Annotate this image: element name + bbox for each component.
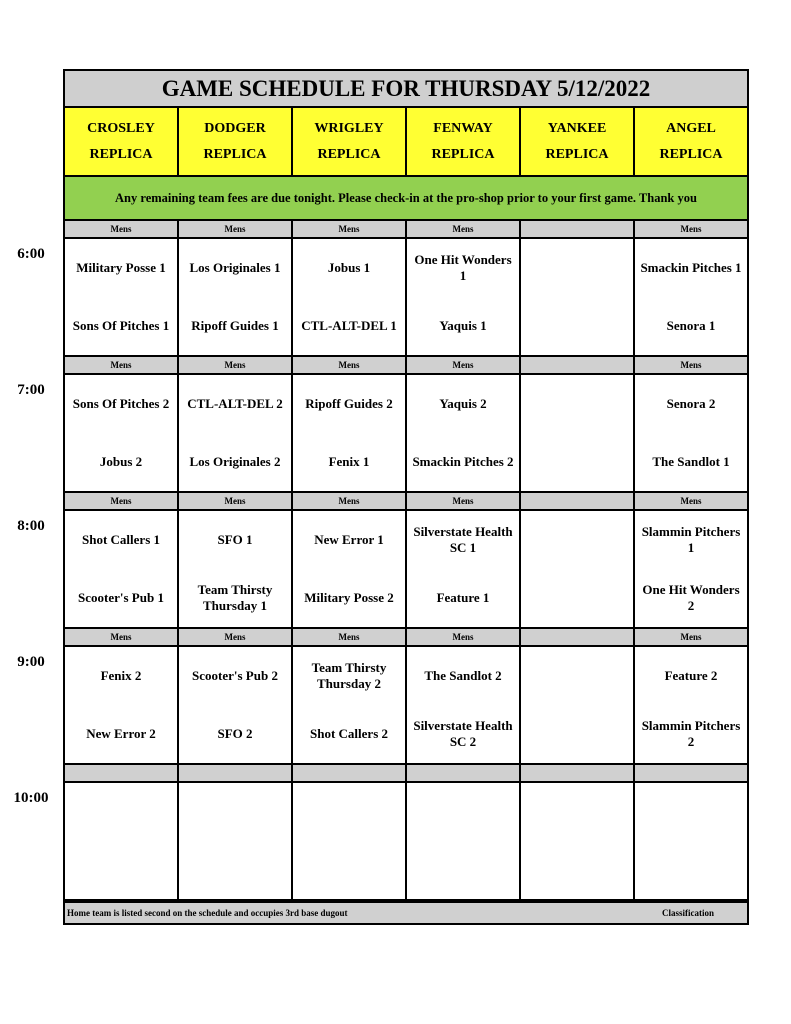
field-header-yankee bbox=[521, 108, 635, 175]
home-team bbox=[521, 705, 633, 763]
time-slot-block bbox=[65, 493, 747, 629]
division-label: Mens bbox=[407, 221, 521, 237]
game-cell bbox=[65, 511, 179, 627]
time-slot-block bbox=[65, 629, 747, 765]
game-cell bbox=[635, 783, 747, 899]
field-header-dodger bbox=[179, 108, 293, 175]
home-team: Ripoff Guides 1 bbox=[191, 318, 279, 333]
game-cell bbox=[407, 239, 521, 355]
time-label: 9:00 bbox=[17, 654, 45, 670]
game-cell bbox=[407, 647, 521, 763]
time-slot-block bbox=[65, 357, 747, 493]
home-team bbox=[407, 841, 519, 899]
home-team: CTL-ALT-DEL 1 bbox=[301, 318, 397, 333]
division-label: Mens bbox=[680, 360, 702, 370]
field-subname: REPLICA bbox=[431, 146, 495, 162]
division-label: Mens bbox=[65, 629, 179, 645]
game-cell bbox=[65, 375, 179, 491]
away-team bbox=[407, 783, 519, 841]
home-team bbox=[293, 841, 405, 899]
home-team bbox=[521, 569, 633, 627]
time-label: 10:00 bbox=[13, 790, 49, 806]
division-label bbox=[65, 765, 179, 781]
home-team bbox=[521, 297, 633, 355]
field-header-crosley bbox=[65, 108, 179, 175]
game-cell bbox=[293, 783, 407, 899]
game-cell bbox=[407, 783, 521, 899]
home-team bbox=[521, 433, 633, 491]
away-team: The Sandlot 2 bbox=[424, 668, 502, 683]
away-team bbox=[521, 239, 633, 297]
footer-bar bbox=[65, 901, 747, 923]
game-cell bbox=[65, 239, 179, 355]
game-cell bbox=[407, 375, 521, 491]
game-cell bbox=[521, 647, 635, 763]
field-subname: REPLICA bbox=[317, 146, 381, 162]
schedule-title: GAME SCHEDULE FOR THURSDAY 5/12/2022 bbox=[65, 71, 747, 108]
home-team bbox=[65, 841, 177, 899]
division-label bbox=[293, 765, 407, 781]
field-header-angel bbox=[635, 108, 747, 175]
home-team: Los Originales 2 bbox=[189, 454, 281, 469]
footer-note: Home team is listed second on the schedule and occupies 3rd base dugout bbox=[67, 908, 348, 918]
home-team bbox=[635, 841, 747, 899]
time-slot-block bbox=[65, 221, 747, 357]
away-team bbox=[635, 783, 747, 841]
field-name: FENWAY bbox=[433, 120, 493, 136]
away-team: Scooter's Pub 2 bbox=[192, 668, 278, 683]
home-team: Slammin Pitchers 2 bbox=[641, 718, 741, 749]
field-header-fenway bbox=[407, 108, 521, 175]
division-label: Mens bbox=[179, 357, 293, 373]
game-cell bbox=[179, 647, 293, 763]
away-team: Jobus 1 bbox=[327, 260, 371, 275]
field-name: WRIGLEY bbox=[314, 120, 384, 136]
game-cell bbox=[635, 239, 747, 355]
home-team: Shot Callers 2 bbox=[310, 726, 388, 741]
field-subname: REPLICA bbox=[89, 146, 153, 162]
division-label bbox=[521, 493, 635, 509]
away-team: SFO 1 bbox=[217, 532, 253, 547]
home-team: Senora 1 bbox=[666, 318, 716, 333]
home-team: Feature 1 bbox=[436, 590, 490, 605]
division-label-row bbox=[65, 765, 747, 783]
notice-banner: Any remaining team fees are due tonight. Please check-in at the pro-shop prior to your first game. Thank you bbox=[65, 177, 747, 221]
away-team: Military Posse 1 bbox=[76, 260, 166, 275]
away-team: New Error 1 bbox=[314, 532, 384, 547]
home-team: Team Thirsty Thursday 1 bbox=[197, 582, 273, 613]
away-team bbox=[179, 783, 291, 841]
away-team bbox=[521, 375, 633, 433]
away-team bbox=[293, 783, 405, 841]
game-cell bbox=[521, 375, 635, 491]
division-label: Mens bbox=[179, 493, 293, 509]
away-team: Los Originales 1 bbox=[189, 260, 281, 275]
time-label: 7:00 bbox=[17, 382, 45, 398]
division-label: Mens bbox=[407, 629, 521, 645]
home-team: The Sandlot 1 bbox=[652, 454, 730, 469]
home-team: Fenix 1 bbox=[328, 454, 370, 469]
away-team: Feature 2 bbox=[664, 668, 718, 683]
division-label bbox=[521, 629, 635, 645]
field-subname: REPLICA bbox=[659, 146, 723, 162]
division-label bbox=[521, 357, 635, 373]
division-label: Mens bbox=[407, 493, 521, 509]
division-label: Mens bbox=[293, 221, 407, 237]
division-label bbox=[635, 765, 747, 781]
game-cell bbox=[521, 511, 635, 627]
division-label bbox=[407, 765, 521, 781]
away-team: Sons Of Pitches 2 bbox=[72, 396, 170, 411]
game-cell bbox=[179, 511, 293, 627]
game-cell bbox=[293, 511, 407, 627]
division-label: Mens bbox=[65, 221, 179, 237]
away-team: Smackin Pitches 1 bbox=[640, 260, 742, 275]
home-team: Military Posse 2 bbox=[304, 590, 394, 605]
away-team bbox=[521, 783, 633, 841]
game-cell bbox=[293, 647, 407, 763]
division-label: Mens bbox=[407, 357, 521, 373]
game-cell bbox=[635, 375, 747, 491]
home-team bbox=[179, 841, 291, 899]
home-team: SFO 2 bbox=[217, 726, 253, 741]
home-team: New Error 2 bbox=[86, 726, 156, 741]
home-team: Sons Of Pitches 1 bbox=[72, 318, 170, 333]
game-cell bbox=[521, 783, 635, 899]
game-cell bbox=[293, 239, 407, 355]
division-label bbox=[521, 765, 635, 781]
division-label: Mens bbox=[65, 493, 179, 509]
division-label bbox=[179, 765, 293, 781]
game-cell bbox=[179, 375, 293, 491]
home-team: Jobus 2 bbox=[99, 454, 143, 469]
division-label: Mens bbox=[65, 357, 179, 373]
field-name: CROSLEY bbox=[87, 120, 155, 136]
away-team: Slammin Pitchers 1 bbox=[641, 524, 741, 555]
division-label-row bbox=[65, 493, 747, 511]
game-row bbox=[65, 647, 747, 765]
game-row bbox=[65, 239, 747, 357]
division-label: Mens bbox=[179, 221, 293, 237]
home-team: Scooter's Pub 1 bbox=[78, 590, 164, 605]
division-label: Mens bbox=[179, 629, 293, 645]
away-team: CTL-ALT-DEL 2 bbox=[187, 396, 283, 411]
game-row bbox=[65, 375, 747, 493]
field-subname: REPLICA bbox=[203, 146, 267, 162]
game-cell bbox=[293, 375, 407, 491]
time-label: 6:00 bbox=[17, 246, 45, 262]
game-cell bbox=[65, 783, 179, 899]
away-team: Team Thirsty Thursday 2 bbox=[311, 660, 387, 691]
division-label: Mens bbox=[680, 496, 702, 506]
division-label: Mens bbox=[293, 629, 407, 645]
division-label: Mens bbox=[293, 493, 407, 509]
division-label bbox=[521, 221, 635, 237]
division-label: Mens bbox=[680, 632, 702, 642]
schedule-sheet bbox=[63, 69, 749, 925]
game-cell bbox=[65, 647, 179, 763]
time-slot-block bbox=[65, 765, 747, 901]
away-team: Fenix 2 bbox=[100, 668, 142, 683]
field-name: ANGEL bbox=[666, 120, 716, 136]
away-team: Ripoff Guides 2 bbox=[305, 396, 393, 411]
away-team bbox=[65, 783, 177, 841]
game-cell bbox=[635, 511, 747, 627]
home-team bbox=[521, 841, 633, 899]
game-row bbox=[65, 783, 747, 901]
field-name: YANKEE bbox=[547, 120, 607, 136]
away-team bbox=[521, 647, 633, 705]
game-cell bbox=[407, 511, 521, 627]
field-subname: REPLICA bbox=[545, 146, 609, 162]
footer-classification: Classification bbox=[662, 908, 715, 918]
division-label-row bbox=[65, 629, 747, 647]
game-cell bbox=[179, 239, 293, 355]
division-label: Mens bbox=[293, 357, 407, 373]
division-label: Mens bbox=[680, 224, 702, 234]
home-team: Yaquis 1 bbox=[439, 318, 487, 333]
field-header-wrigley bbox=[293, 108, 407, 175]
field-name: DODGER bbox=[204, 120, 266, 136]
away-team: One Hit Wonders 1 bbox=[414, 252, 512, 283]
away-team: Senora 2 bbox=[666, 396, 716, 411]
time-label: 8:00 bbox=[17, 518, 45, 534]
division-label-row bbox=[65, 221, 747, 239]
home-team: One Hit Wonders 2 bbox=[642, 582, 740, 613]
game-cell bbox=[179, 783, 293, 899]
away-team: Yaquis 2 bbox=[439, 396, 487, 411]
game-cell bbox=[521, 239, 635, 355]
division-label-row bbox=[65, 357, 747, 375]
game-cell bbox=[635, 647, 747, 763]
away-team: Shot Callers 1 bbox=[82, 532, 160, 547]
home-team: Smackin Pitches 2 bbox=[412, 454, 514, 469]
away-team bbox=[521, 511, 633, 569]
game-row bbox=[65, 511, 747, 629]
away-team: Silverstate Health SC 1 bbox=[413, 524, 513, 555]
home-team: Silverstate Health SC 2 bbox=[413, 718, 513, 749]
field-header-row bbox=[65, 108, 747, 177]
